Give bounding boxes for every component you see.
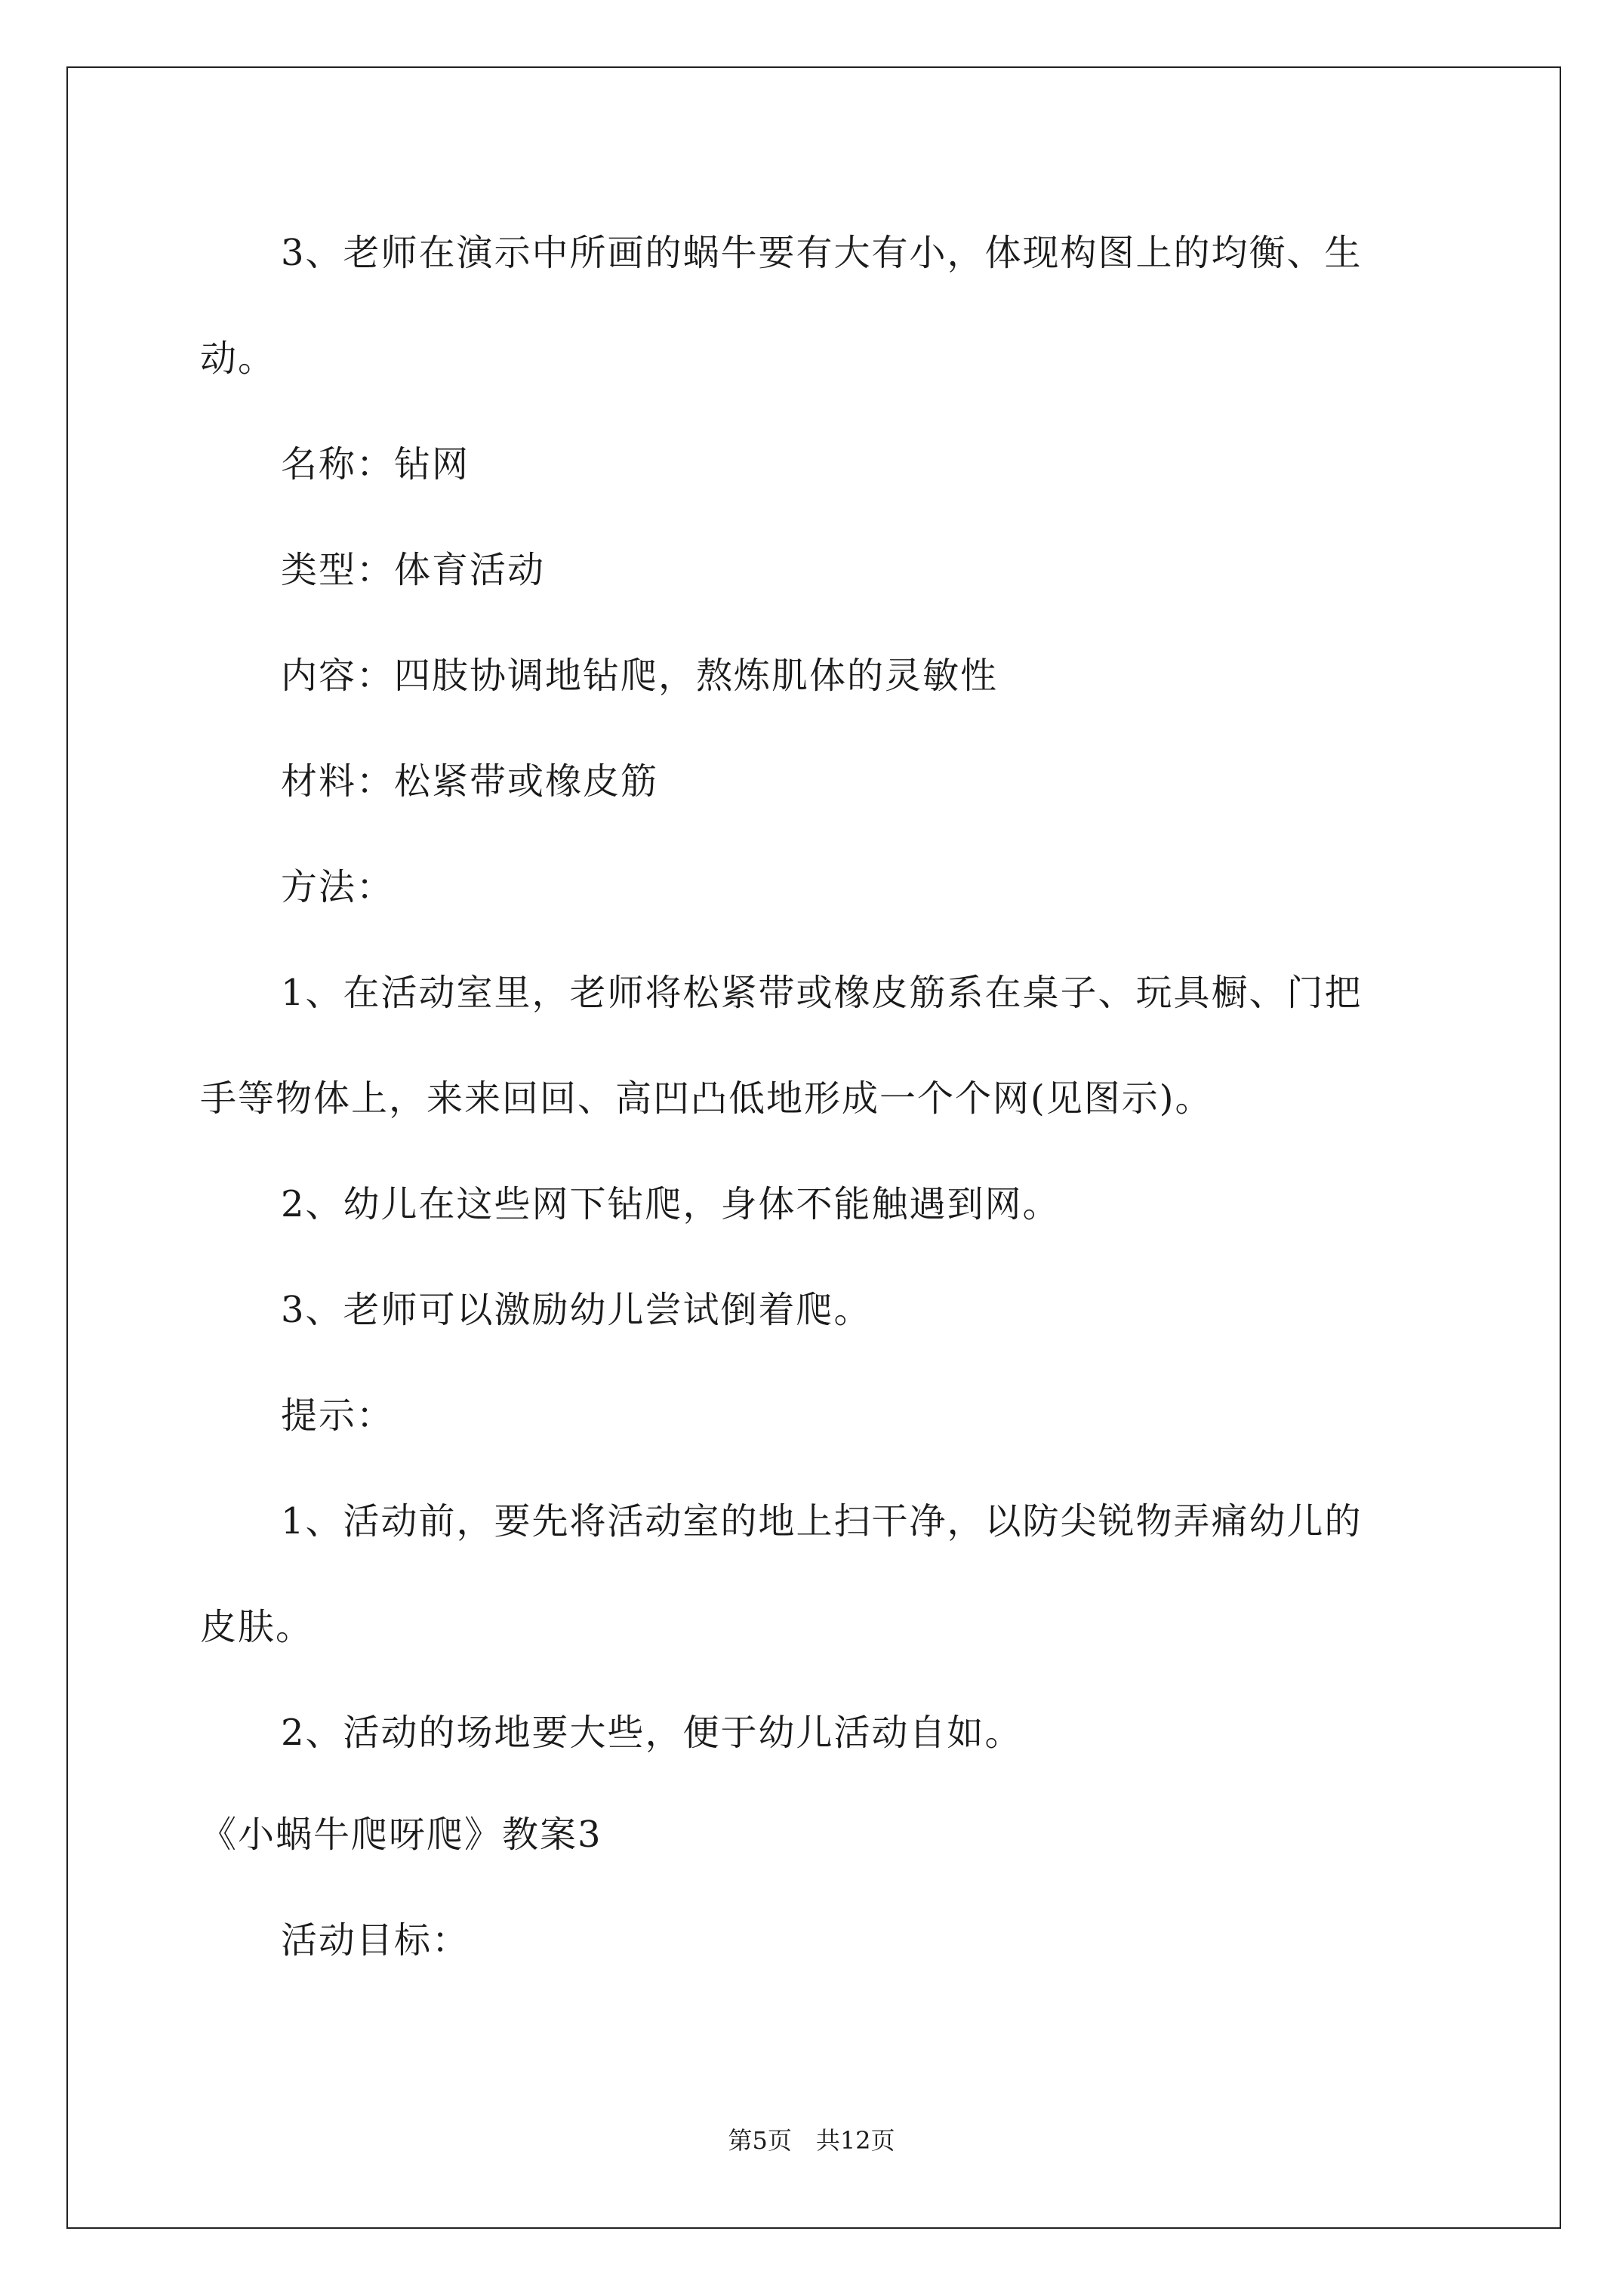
text-line-1: 3、老师在演示中所画的蜗牛要有大有小，体现构图上的均衡、生 [281,232,1363,274]
method-step-3: 3、老师可以激励幼儿尝试倒着爬。 [281,1289,872,1331]
type-line: 类型：体育活动 [281,549,546,591]
materials-line: 材料：松紧带或橡皮筋 [281,760,659,803]
method-step-1-cont: 手等物体上，来来回回、高凹凸低地形成一个个网(见图示)。 [200,1077,1213,1120]
name-line: 名称：钻网 [281,443,470,485]
tip-1: 1、活动前，要先将活动室的地上扫干净，以防尖锐物弄痛幼儿的 [281,1500,1363,1542]
method-heading: 方法： [281,866,395,908]
tip-2: 2、活动的场地要大些，便于幼儿活动自如。 [281,1712,1023,1754]
method-step-2: 2、幼儿在这些网下钻爬，身体不能触遇到网。 [281,1183,1061,1225]
page-border [66,66,1561,2229]
activity-goals-heading: 活动目标： [281,1919,470,1962]
content-line: 内容：四肢协调地钻爬，熬炼肌体的灵敏性 [281,655,999,697]
section-title: 《小蜗牛爬呀爬》教案3 [200,1814,602,1856]
page-footer: 第5页 共12页 [728,2126,895,2155]
method-step-1: 1、在活动室里，老师将松紧带或橡皮筋系在桌子、玩具橱、门把 [281,972,1363,1014]
tip-1-cont: 皮肤。 [200,1606,314,1648]
tips-heading: 提示： [281,1395,395,1437]
text-line-2: 动。 [200,337,276,380]
